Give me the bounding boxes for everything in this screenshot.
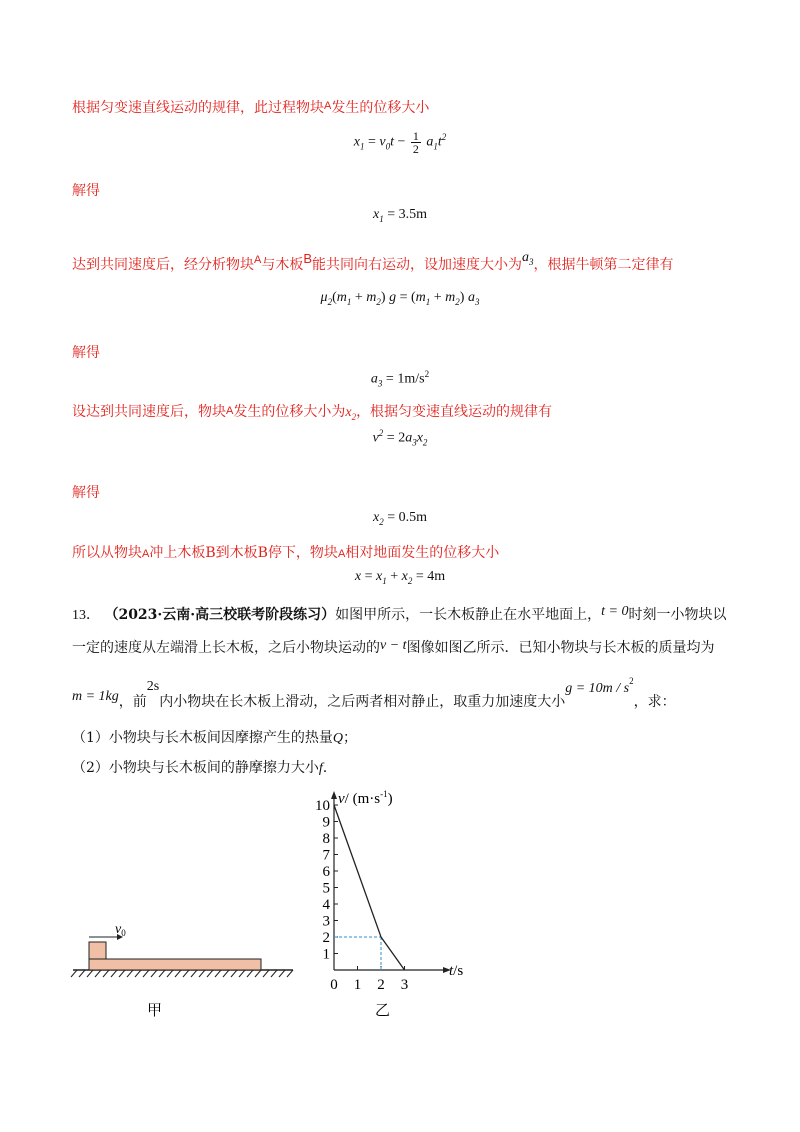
- y-tick-label: 5: [322, 880, 330, 897]
- y-tick-label: 6: [322, 864, 330, 880]
- solution-line-3: [72, 250, 674, 274]
- solution-text: ，根据匀变速直线运动的规律有: [356, 404, 553, 420]
- solution-text: ，根据牛顿第二定律有: [533, 257, 674, 273]
- question-text: ；: [343, 730, 358, 746]
- question-2: [72, 757, 327, 777]
- solution-text: 所以从物块: [72, 545, 142, 561]
- equation-total-displacement: $x = x_1 + x_2 = 4m$: [354, 569, 446, 586]
- x2-symbol: $x_2$: [345, 405, 357, 422]
- fraction-half: $\frac{1}{2}$: [412, 129, 419, 156]
- small-block: [89, 942, 106, 959]
- f-variable: f: [318, 761, 323, 776]
- label-b: B: [205, 545, 216, 561]
- equation-newton: $\mu_2(m_1 + m_2) g = (m_1 + m_2)$ $a_3$: [320, 290, 480, 307]
- question-text: .: [322, 760, 328, 776]
- y-axis-arrow-icon: [331, 791, 337, 799]
- solution-text: 发生的位移大小: [331, 100, 430, 116]
- solution-text: 到木板: [215, 545, 258, 561]
- long-board: [89, 959, 261, 970]
- problem-source: （2023·云南·高三校联考阶段练习）: [104, 607, 336, 623]
- equation-x1-result: $x_1 = 3.5m$: [372, 207, 427, 224]
- y-tick-label: 7: [322, 847, 330, 864]
- problem-text: 一定的速度从左端滑上长木板，之后小物块运动的: [72, 640, 380, 656]
- equation-x2-result: $x_2 = 0.5m$: [372, 510, 427, 527]
- figure-b-vt-chart: [305, 785, 485, 1025]
- x-tick-label: 1: [353, 977, 362, 993]
- y-tick-label: 8: [322, 831, 330, 847]
- y-tick-label: 1: [322, 946, 330, 963]
- solution-text: 能共同向右运动，设加速度大小为: [312, 257, 523, 273]
- a3-symbol: $a_3$: [522, 250, 534, 267]
- q-variable: Q: [332, 731, 344, 746]
- solution-text: 达到共同速度后，经分析物块: [72, 257, 254, 273]
- y-tick-label: 3: [322, 913, 330, 930]
- figure-a-caption: 甲: [147, 1003, 163, 1019]
- jiede-2: 解得: [72, 345, 100, 361]
- solution-text: 发生的位移大小为: [233, 404, 346, 420]
- mass-expression: m = 1kg: [72, 689, 119, 704]
- solution-text: 相对地面发生的位移大小: [345, 545, 500, 561]
- label-a: A: [254, 254, 262, 266]
- problem-13-line-1: [72, 604, 727, 624]
- gravity-exponent: 2: [629, 676, 634, 686]
- t0-expression: t = 0: [601, 604, 629, 619]
- solution-text: 设达到共同速度后，物块: [72, 404, 226, 420]
- solution-text: 根据匀变速直线运动的规律，此过程物块: [72, 100, 324, 116]
- a3-value: 1m/s: [397, 371, 425, 387]
- x-tick-label: 2: [377, 977, 385, 993]
- label-a: A: [142, 548, 150, 560]
- problem-13-line-2: [72, 637, 715, 657]
- question-text: （2）小物块与长木板间的静摩擦力大小: [72, 760, 319, 776]
- problem-text: 图像如图乙所示．已知小物块与长木板的质量均为: [406, 640, 715, 656]
- jiede-3: 解得: [72, 485, 100, 501]
- y-tick-label: 10: [315, 798, 330, 814]
- x2-value: 0.5m: [398, 510, 427, 525]
- problem-text: 内小物块在长木板上滑动，之后两者相对静止，取重力加速度大小: [159, 694, 566, 710]
- ground-hatching: [71, 970, 293, 977]
- problem-number: 13．: [72, 608, 100, 623]
- question-1: [72, 727, 357, 747]
- time-expression: 2s: [146, 679, 160, 694]
- figure-b-caption: 乙: [375, 1003, 391, 1019]
- label-b: B: [303, 251, 313, 266]
- label-a: A: [226, 405, 234, 417]
- label-a: A: [337, 548, 346, 560]
- figure-a-diagram: [65, 915, 305, 1035]
- x1-value: 3.5m: [398, 207, 427, 222]
- gravity-expression: g = 10m / s: [565, 681, 630, 696]
- y-tick-label: 9: [322, 814, 330, 831]
- solution-text: 冲上木板: [149, 545, 206, 561]
- solution-line-5: [72, 401, 552, 422]
- solution-line-1: [72, 97, 429, 117]
- problem-text: ，前: [118, 694, 147, 710]
- vt-expression: v − t: [380, 638, 407, 653]
- x-axis-label: t/s: [449, 963, 464, 979]
- equation-v-squared: $v^2 = 2a_3x_2$: [372, 428, 428, 448]
- equation-a3-result: $a_3 = 1m/s^2$: [370, 369, 430, 389]
- problem-text: ，求：: [633, 694, 676, 710]
- y-tick-label: 2: [322, 930, 330, 946]
- solution-line-7: [72, 542, 499, 562]
- v0-label: $v_0$: [115, 922, 126, 938]
- y-axis-label: v/ $(m\cdot s^{-1})$: [338, 789, 393, 807]
- solution-text: 停下，物块: [267, 545, 338, 561]
- label-b: B: [257, 545, 268, 561]
- total-value: 4m: [427, 569, 446, 584]
- y-tick-label: 4: [322, 897, 330, 913]
- vt-series-line: [334, 805, 405, 970]
- problem-text: 时刻一小物块以: [628, 607, 727, 623]
- x-tick-label: 3: [400, 977, 409, 993]
- equation-x1-formula: $x_1 = v_0t$ − $\frac{1}{2}$ $a_1t^2$: [353, 129, 447, 156]
- solution-text: 与木板: [261, 257, 304, 273]
- jiede-1: 解得: [72, 183, 100, 199]
- x-tick-label: 0: [330, 977, 338, 993]
- problem-13-line-3: [72, 676, 676, 711]
- label-a: A: [324, 100, 332, 112]
- question-text: （1）小物块与长木板间因摩擦产生的热量: [72, 730, 333, 746]
- problem-text: 如图甲所示，一长木板静止在水平地面上，: [335, 607, 602, 623]
